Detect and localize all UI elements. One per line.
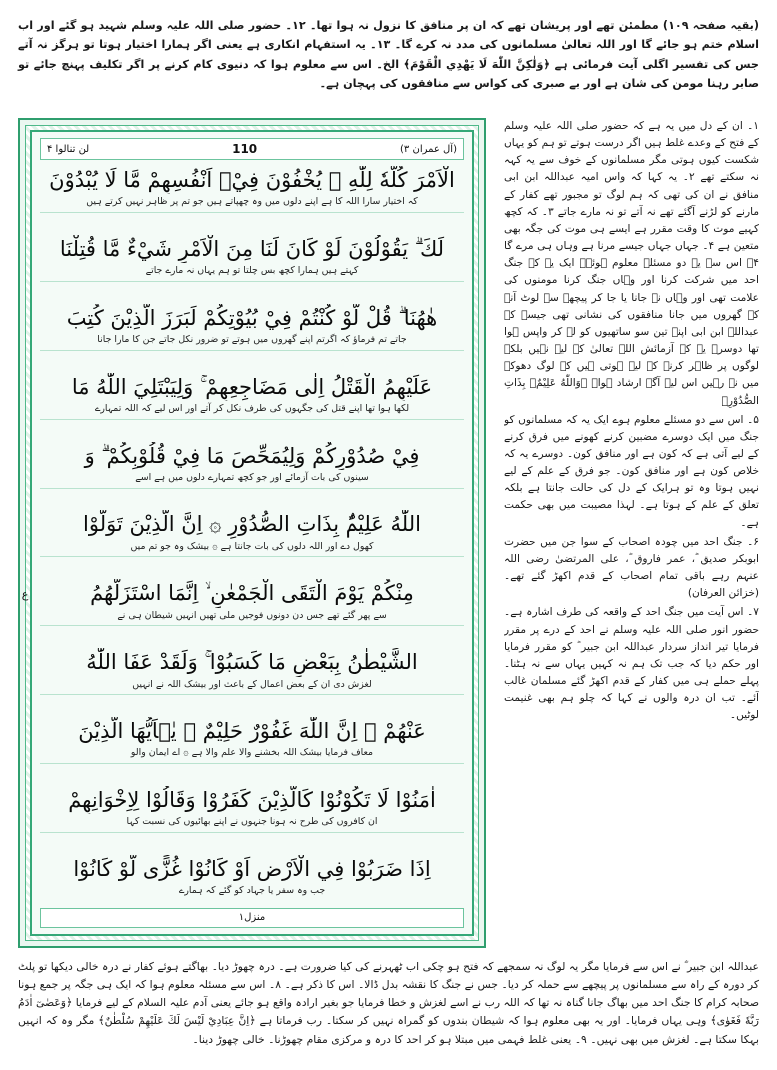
ayah-line bbox=[40, 166, 464, 213]
ayah-arabic: عَلَيْهِمُ الْقَتْلُ اِلٰى مَضَاجِعِهِمْ ۚ وَلِيَبْتَلِيَ اللّٰهُ مَا bbox=[71, 374, 433, 399]
ayah-urdu-translation: ان کافروں کی طرح نہ ہونا جنہوں نے اپنے بھائیوں کی نسبت کہا bbox=[126, 816, 378, 828]
side-commentary-paragraph: ۱۔ ان کے دل میں یہ ہے کہ حضور صلی اللہ علیہ وسلم کے فتح کے وعدے غلط ہیں اگر درست ہوتے تو ہم کو یہاں شکست کیوں ہوتی مگر مسلمانوں کے خوف سے یہ کہہ نہ سکتے تھے ۲۔ یہ کہا کہ واس امیہ عبداللہ ابن ابی منافق نے ان کی تھی کہ ہم لوگ تو مجبور تھے کفار کے مارنے کو لڑنے آگئے تھے نہ آتے تو نہ مارے جاتے ۳۔ کہ کچھ کہیے موت کا وقت مقرر ہے ایسے ہی موت کی جگہ بھی متعین ہے ۴۔ جہاں جہاں جیسے مرنا ہے وہاں ہی مرے گا ۴۔ اس سے یہ دو مسئلے معلوم ہوئے۔ ایک یہ کہ جنگ احد میں شرکت کرنا اور وہاں جنگ کرنا مومنوں کی علامت تھی اور وہاں نہ جانا یا جا کر پیچھے سے لوٹ آنے کے گھروں میں جانا منافقوں کی نشانی تھی جیسے کہ عبداللہ ابن ابی اپنے تین سو ساتھیوں کو لے کر واپس ہوا تھا دوسرے یہ کہ آزمائش اللہ تعالیٰ کے لیے نہیں بلکہ لوگوں پر ظاہر کرنے کے لیے ہوتی ہیں کہ لوگ دھوکے میں نہ رہیں اس لیے آگے ارشاد ہوا۔ ﴿وَاللّٰهُ عَلِيْمٌۢ بِذَاتِ الصُّدُوْرِ﴾ bbox=[504, 120, 759, 407]
ayah-arabic: اٰمَنُوْا لَا تَكُوْنُوْا كَالَّذِيْنَ كَفَرُوْا وَقَالُوْا لِاِخْوَانِهِمْ bbox=[68, 788, 436, 813]
quran-text-frame bbox=[18, 118, 486, 948]
ayah-line bbox=[40, 648, 464, 695]
ayah-urdu-translation: کہتے ہیں ہمارا کچھ بس چلتا تو ہم یہاں نہ مارے جاتے bbox=[145, 265, 359, 277]
ayah-urdu-translation: کہ اختیار سارا اللہ کا ہے اپنے دلوں میں وہ چھپاتے ہیں جو تم پر ظاہر نہیں کرتے ہیں bbox=[86, 196, 418, 208]
ayah-line bbox=[40, 304, 464, 351]
ayah-line bbox=[40, 442, 464, 489]
header-juz-name: لن تنالوا ۴ bbox=[47, 143, 90, 155]
quran-frame-border-outer bbox=[25, 125, 479, 941]
side-commentary-paragraph: ۶۔ جنگ احد میں چودہ اصحاب کے سوا جن میں حضرت ابوبکر صدیق ؓ، عمر فاروق ؓ، علی المرتضیٰ رضی اللہ عنہم رہے باقی تمام اصحاب کے قدم اکھڑ گئے تھے۔ (خزائن العرفان) bbox=[504, 535, 759, 600]
ayah-stack bbox=[40, 160, 464, 905]
top-commentary-text: (بقیہ صفحہ ۱۰۹) مطمئن تھے اور پریشان تھے کہ ان پر منافق کا نزول نہ ہوا تھا۔ ۱۲۔ حضور صلی اللہ علیہ وسلم شہید ہو گئے اور اب اسلام ختم ہو جائے گا اور اللہ تعالیٰ مسلمانوں کی مدد نہ کرے گا۔ ۱۳۔ یہ استفہام انکاری ہے یعنی اگر ہمارا اختیار ہوتا تو ہرگز نہ آتے جس کی تفسیر اگلی آیت فرمائی ہے ﴿وَلٰكِنَّ اللّٰهَ لَا يَهْدِي الْقَوْمَ﴾ الخ۔ اس سے معلوم ہوا کہ دنیوی کام کرنے پر اگر تکلیف پہنچ جائے تو صابر رہنا مومن کی شان ہے اور بے صبری کی کواس سے منافقوں کی پہچان ہے۔ bbox=[18, 19, 760, 90]
ayah-arabic: عَنْهُمْ ۗ اِنَّ اللّٰهَ غَفُوْرٌ حَلِيْمٌ ۞ يٰۤاَيُّهَا الَّذِيْنَ bbox=[78, 719, 426, 744]
side-commentary-paragraph: ۵۔ اس سے دو مسئلے معلوم ہوے ایک یہ کہ مسلمانوں کو جنگ میں ایک دوسرے مضبین کرنے کھونے میں فرق کرنے کے لیے آتی ہے کہ کون ہے اور منافق کون۔ دوسرے یہ کہ خلاص کون ہے اور منافق کون۔ جو فرق کے علم کے لیے نہیں ہوتا وہ تو ہرایک کے دل کی حالت جانتا ہے بلکہ تعلق کے علم کے ہوتا ہے۔ لہذا مصیبت میں بھی حکمت ہے۔ bbox=[504, 413, 759, 529]
quran-page-footer: منزل۱ bbox=[40, 908, 464, 928]
ayah-urdu-translation: سینوں کی بات آزمائے اور جو کچھ تمہارے دلوں میں ہے اسے bbox=[135, 471, 369, 483]
ayah-arabic: الْاَمْرَ كُلَّهٗ لِلّٰهِ ۗ يُخْفُوْنَ فِيْۤ اَنْفُسِهِمْ مَّا لَا يُبْدُوْنَ bbox=[49, 168, 455, 192]
ayah-urdu-translation: سے پھر گئے تھے جس دن دونوں فوجیں ملی تھیں انہیں شیطان ہی نے bbox=[117, 609, 387, 621]
ayah-line bbox=[40, 786, 464, 833]
header-surah-name: (آل عمران ۳) bbox=[400, 143, 457, 155]
ayah-urdu-translation: جاتے تم فرماؤ کہ اگرتم اپنے گھروں میں ہوتے تو ضرور نکل جاتے جن کا مارا جانا bbox=[97, 334, 407, 346]
side-commentary-paragraph: ۷۔ اس آیت میں جنگ احد کے واقعہ کی طرف اشارہ ہے۔ حضور انور صلی اللہ علیہ وسلم نے احد کے درے پر مقرر فرمایا تیر انداز سردار عبداللہ ابن جبیر ؓ کو مقرر فرمایا اور حکم دیا کہ جب تک ہم نہ کہیں یہاں سے نہ ہٹنا۔ پہلے حملے ہی میں کفار کے قدم اکھڑ گئے مسلمان غالب آئے۔ تب ان درہ والوں نے کہا کہ چلو ہم بھی غنیمت لوٹیں۔ bbox=[504, 606, 759, 722]
ayah-urdu-translation: جب وہ سفر یا جہاد کو گئے کہ ہمارے bbox=[178, 885, 326, 897]
ayah-arabic: لَكَ ۗ يَقُوْلُوْنَ لَوْ كَانَ لَنَا مِنَ الْاَمْرِ شَيْءٌ مَّا قُتِلْنَا bbox=[59, 236, 445, 261]
bottom-commentary-text: عبداللہ ابن جبیر ؓ نے اس سے فرمایا مگر یہ لوگ نہ سمجھے کہ فتح ہو چکی اب ٹھہرنے کی کیا ضرورت ہے۔ درہ چھوڑ دیا۔ بھاگتے ہوئے کفار نے درہ خالی دیکھا تو پلٹ کر دورہ کے راہ سے مسلمانوں پر پیچھے سے حملہ کر دیا۔ جس نے جنگ کا نقشہ بدل ڈالا۔ اس کا ذکر ہے۔ ۸۔ اس سے مسئلہ معلوم ہوا کہ ایک ہی جگہ پر جمع ہونا صحابہ کرام کا جنگ احد میں بھاگ جانا گناہ نہ تھا کہ اللہ رب نے اسے لغزش و خطا فرمایا جو بغیر ارادہ واقع ہو جائے یعنی آدم علیہ السلام کے لیے فرمایا ﴿وَعَصٰىٓ اٰدَمُ رَبَّهٗ فَغَوٰى﴾ وہی یہاں فرمایا۔ اور یہ بھی معلوم ہوا کہ شیطان بندوں کو گمراہ نہیں کر سکتا۔ رب فرماتا ہے ﴿اِنَّ عِبَادِيْ لَيْسَ لَكَ عَلَيْهِمْ سُلْطٰنٌ﴾ مگر وہ کہ انہیں بہکا سکتا ہے۔ لغزش میں بھی نہیں۔ ۹۔ یعنی غلط فہمی میں مبتلا ہو کر احد کا درہ و مرکزی مقام چھوڑنا۔ خالی چھوڑ دینا۔ bbox=[18, 960, 759, 1046]
ayah-urdu-translation: کھول دے اور اللہ دلوں کی بات جانتا ہے ۞ بیشک وہ جو تم میں bbox=[130, 540, 374, 552]
ayah-urdu-translation: لغزش دی ان کے بعض اعمال کے باعث اور بیشک اللہ نے انہیں bbox=[132, 678, 372, 690]
bottom-commentary bbox=[18, 958, 759, 1049]
ayah-arabic: الشَّيْطٰنُ بِبَعْضِ مَا كَسَبُوْا ۚ وَلَقَدْ عَفَا اللّٰهُ bbox=[86, 650, 418, 675]
ayah-arabic: اِذَا ضَرَبُوْا فِي الْاَرْضِ اَوْ كَانُوْا غُزًّى لَّوْ كَانُوْا bbox=[73, 856, 431, 881]
ayah-arabic: هٰهُنَا ۗ قُلْ لَّوْ كُنْتُمْ فِيْ بُيُوْتِكُمْ لَبَرَزَ الَّذِيْنَ كُتِبَ bbox=[66, 305, 438, 330]
ayah-arabic: فِيْ صُدُوْرِكُمْ وَلِيُمَحِّصَ مَا فِيْ قُلُوْبِكُمْ ۗ وَ bbox=[84, 443, 420, 468]
side-commentary bbox=[504, 118, 759, 948]
ayah-arabic: مِنْكُمْ يَوْمَ الْتَقَى الْجَمْعٰنِ ۙ اِنَّمَا اسْتَزَلَّهُمُ bbox=[90, 581, 414, 606]
ayah-line bbox=[40, 373, 464, 420]
ayah-line bbox=[40, 717, 464, 764]
top-commentary bbox=[18, 16, 759, 93]
ayah-urdu-translation: معاف فرمایا بیشک اللہ بخشنے والا علم والا ہے ۞ اے ایمان والو bbox=[130, 747, 374, 759]
quran-page-header bbox=[40, 138, 464, 160]
ayah-urdu-translation: لکھا ہوا تھا اپنے قتل کی جگہوں کی طرف نکل کر آتے اور اس لیے کہ اللہ تمہارے bbox=[94, 403, 410, 415]
body-area bbox=[18, 118, 759, 948]
ayah-line bbox=[40, 855, 464, 901]
header-page-number: 110 bbox=[232, 142, 258, 156]
quran-frame-border-inner bbox=[30, 130, 474, 936]
ruku-marker: ع bbox=[21, 588, 29, 601]
ayah-line bbox=[40, 579, 464, 626]
ayah-line bbox=[40, 510, 464, 557]
ayah-arabic: اللّٰهُ عَلِيْمٌۢ بِذَاتِ الصُّدُوْرِ ۞ اِنَّ الَّذِيْنَ تَوَلَّوْا bbox=[83, 512, 421, 537]
ayah-line bbox=[40, 235, 464, 282]
